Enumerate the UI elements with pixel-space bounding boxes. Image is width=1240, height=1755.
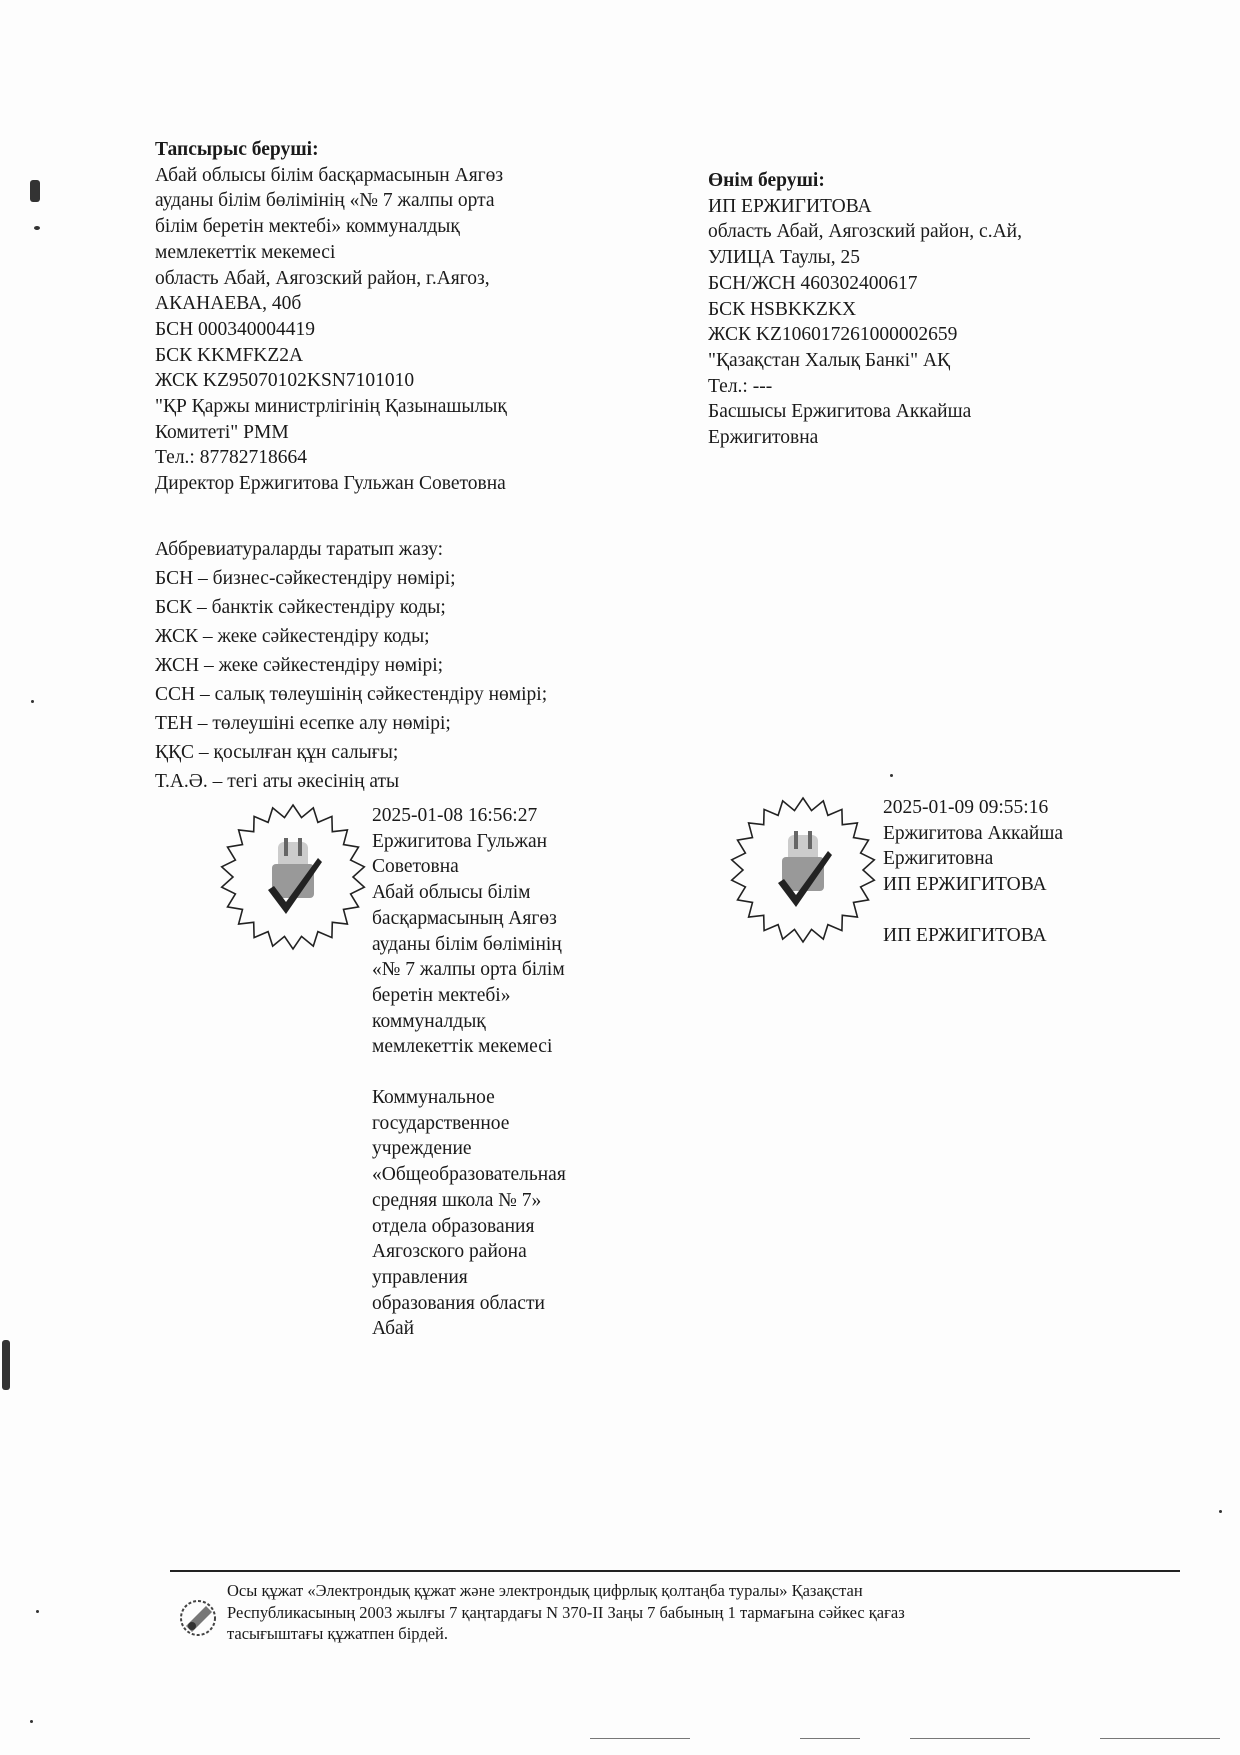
- signature-line: басқармасының Аягөз: [372, 907, 557, 929]
- abbreviation-item: ЖСН – жеке сәйкестендіру нөмірі;: [155, 655, 444, 676]
- abbreviation-item: ҚҚС – қосылған құн салығы;: [155, 742, 399, 763]
- digital-signature-seal-icon: [218, 802, 368, 952]
- signature-line: государственное: [372, 1112, 510, 1134]
- customer-heading: Тапсырыс беруші:: [155, 139, 319, 160]
- signature-line: средняя школа № 7»: [372, 1189, 542, 1211]
- signature-line: мемлекеттік мекемесі: [372, 1036, 553, 1058]
- signature-line: Ержигитовна: [883, 848, 994, 870]
- supplier-line: "Қазақстан Халық Банкі" АҚ: [708, 349, 951, 371]
- signature-line: отдела образования: [372, 1215, 535, 1237]
- customer-line: ЖСК KZ95070102KSN7101010: [155, 370, 415, 392]
- scan-mark: [30, 1720, 33, 1723]
- customer-line: БСН 000340004419: [155, 318, 316, 340]
- spacer: [883, 898, 1213, 923]
- abbreviation-item: ССН – салық төлеушінің сәйкестендіру нөмірі;: [155, 684, 548, 705]
- customer-details: [155, 137, 655, 497]
- supplier-line: БСН/ЖСН 460302400617: [708, 272, 918, 294]
- supplier-details: [708, 168, 1208, 451]
- signature-line: управления: [372, 1266, 468, 1288]
- signature-line: Ержигитова Гульжан: [372, 830, 548, 852]
- footer-line: Осы құжат «Электрондық құжат және электрондық цифрлық қолтаңба туралы» Қазақстан: [227, 1581, 863, 1600]
- supplier-line: Ержигитовна: [708, 427, 819, 449]
- supplier-line: БСК HSBKKZKX: [708, 298, 857, 320]
- signature-line: «Общеобразовательная: [372, 1164, 566, 1186]
- supplier-line: ЖСК KZ106017261000002659: [708, 324, 958, 346]
- abbreviation-item: ЖСК – жеке сәйкестендіру коды;: [155, 626, 430, 647]
- signature-line: учреждение: [372, 1138, 472, 1160]
- digital-signature-seal-icon: [728, 795, 878, 945]
- legal-footer-note: [227, 1580, 1107, 1645]
- signature-line: ИП ЕРЖИГИТОВА: [883, 874, 1047, 896]
- abbreviation-item: БСН – бизнес-сәйкестендіру нөмірі;: [155, 568, 456, 589]
- scan-mark: [2, 1340, 10, 1390]
- signature-line: беретін мектебі»: [372, 984, 511, 1006]
- footer-line: Республикасының 2003 жылғы 7 қаңтардағы N 370-II Заңы 7 бабының 1 тармағына сәйкес қағаз: [227, 1602, 905, 1622]
- signature-1-details: [372, 803, 642, 1342]
- customer-line: "ҚР Қаржы министрлігінің Қазынашылық: [155, 396, 507, 418]
- signature-line: Ержигитова Аккайша: [883, 822, 1063, 844]
- signature-2-details: [883, 795, 1213, 949]
- signature-timestamp: 2025-01-09 09:55:16: [883, 797, 1049, 818]
- signature-timestamp: 2025-01-08 16:56:27: [372, 805, 538, 826]
- abbreviation-item: БСК – банктік сәйкестендіру коды;: [155, 597, 446, 618]
- customer-line: Тел.: 87782718664: [155, 447, 307, 469]
- signature-line: ауданы білім бөлімінің: [372, 933, 562, 955]
- scan-edge-lines: [0, 1738, 1240, 1744]
- stamp-icon: [176, 1596, 220, 1640]
- abbreviation-item: ТЕН – төлеушіні есепке алу нөмірі;: [155, 713, 451, 734]
- customer-line: ауданы білім бөлімінің «№ 7 жалпы орта: [155, 190, 495, 212]
- scan-mark: [34, 226, 40, 230]
- customer-line: область Абай, Аягозский район, г.Аягоз,: [155, 267, 490, 289]
- footer-divider: [170, 1570, 1180, 1572]
- scan-mark: [36, 1610, 39, 1613]
- abbreviations-list: [155, 535, 547, 796]
- signature-line: Коммунальное: [372, 1087, 495, 1109]
- customer-line: АКАНАЕВА, 40б: [155, 293, 302, 315]
- scan-mark: [30, 180, 40, 202]
- customer-line: Абай облысы білім басқармасынын Аягөз: [155, 164, 504, 186]
- footer-line: тасығыштағы құжатпен бірдей.: [227, 1624, 448, 1643]
- scan-mark: [890, 774, 893, 777]
- signature-line: коммуналдық: [372, 1010, 486, 1032]
- signature-line: Абай облысы білім: [372, 882, 531, 904]
- signature-org: ИП ЕРЖИГИТОВА: [883, 924, 1047, 946]
- signature-line: образования области: [372, 1292, 545, 1314]
- supplier-line: Тел.: ---: [708, 375, 773, 397]
- supplier-line: УЛИЦА Таулы, 25: [708, 247, 861, 269]
- customer-line: Комитеті" РММ: [155, 421, 289, 443]
- customer-line: білім беретін мектебі» коммуналдық: [155, 216, 460, 238]
- supplier-heading: Өнім беруші:: [708, 170, 825, 191]
- signature-line: «№ 7 жалпы орта білім: [372, 959, 565, 981]
- customer-line: БСК KKMFKZ2A: [155, 344, 304, 366]
- scan-mark: [1219, 1510, 1222, 1513]
- signature-line: Аягозского района: [372, 1241, 527, 1263]
- abbreviation-item: Т.А.Ә. – тегі аты әкесінің аты: [155, 771, 400, 792]
- abbreviations-title: Аббревиатураларды таратып жазу:: [155, 539, 444, 560]
- spacer: [372, 1060, 642, 1085]
- supplier-line: Басшысы Ержигитова Аккайша: [708, 401, 972, 423]
- scan-mark: [31, 700, 34, 703]
- customer-line: Директор Ержигитова Гульжан Советовна: [155, 473, 506, 495]
- signature-line: Советовна: [372, 856, 459, 878]
- customer-line: мемлекеттік мекемесі: [155, 241, 336, 263]
- supplier-line: ИП ЕРЖИГИТОВА: [708, 195, 872, 217]
- supplier-line: область Абай, Аягозский район, с.Ай,: [708, 221, 1022, 243]
- signature-line: Абай: [372, 1318, 415, 1340]
